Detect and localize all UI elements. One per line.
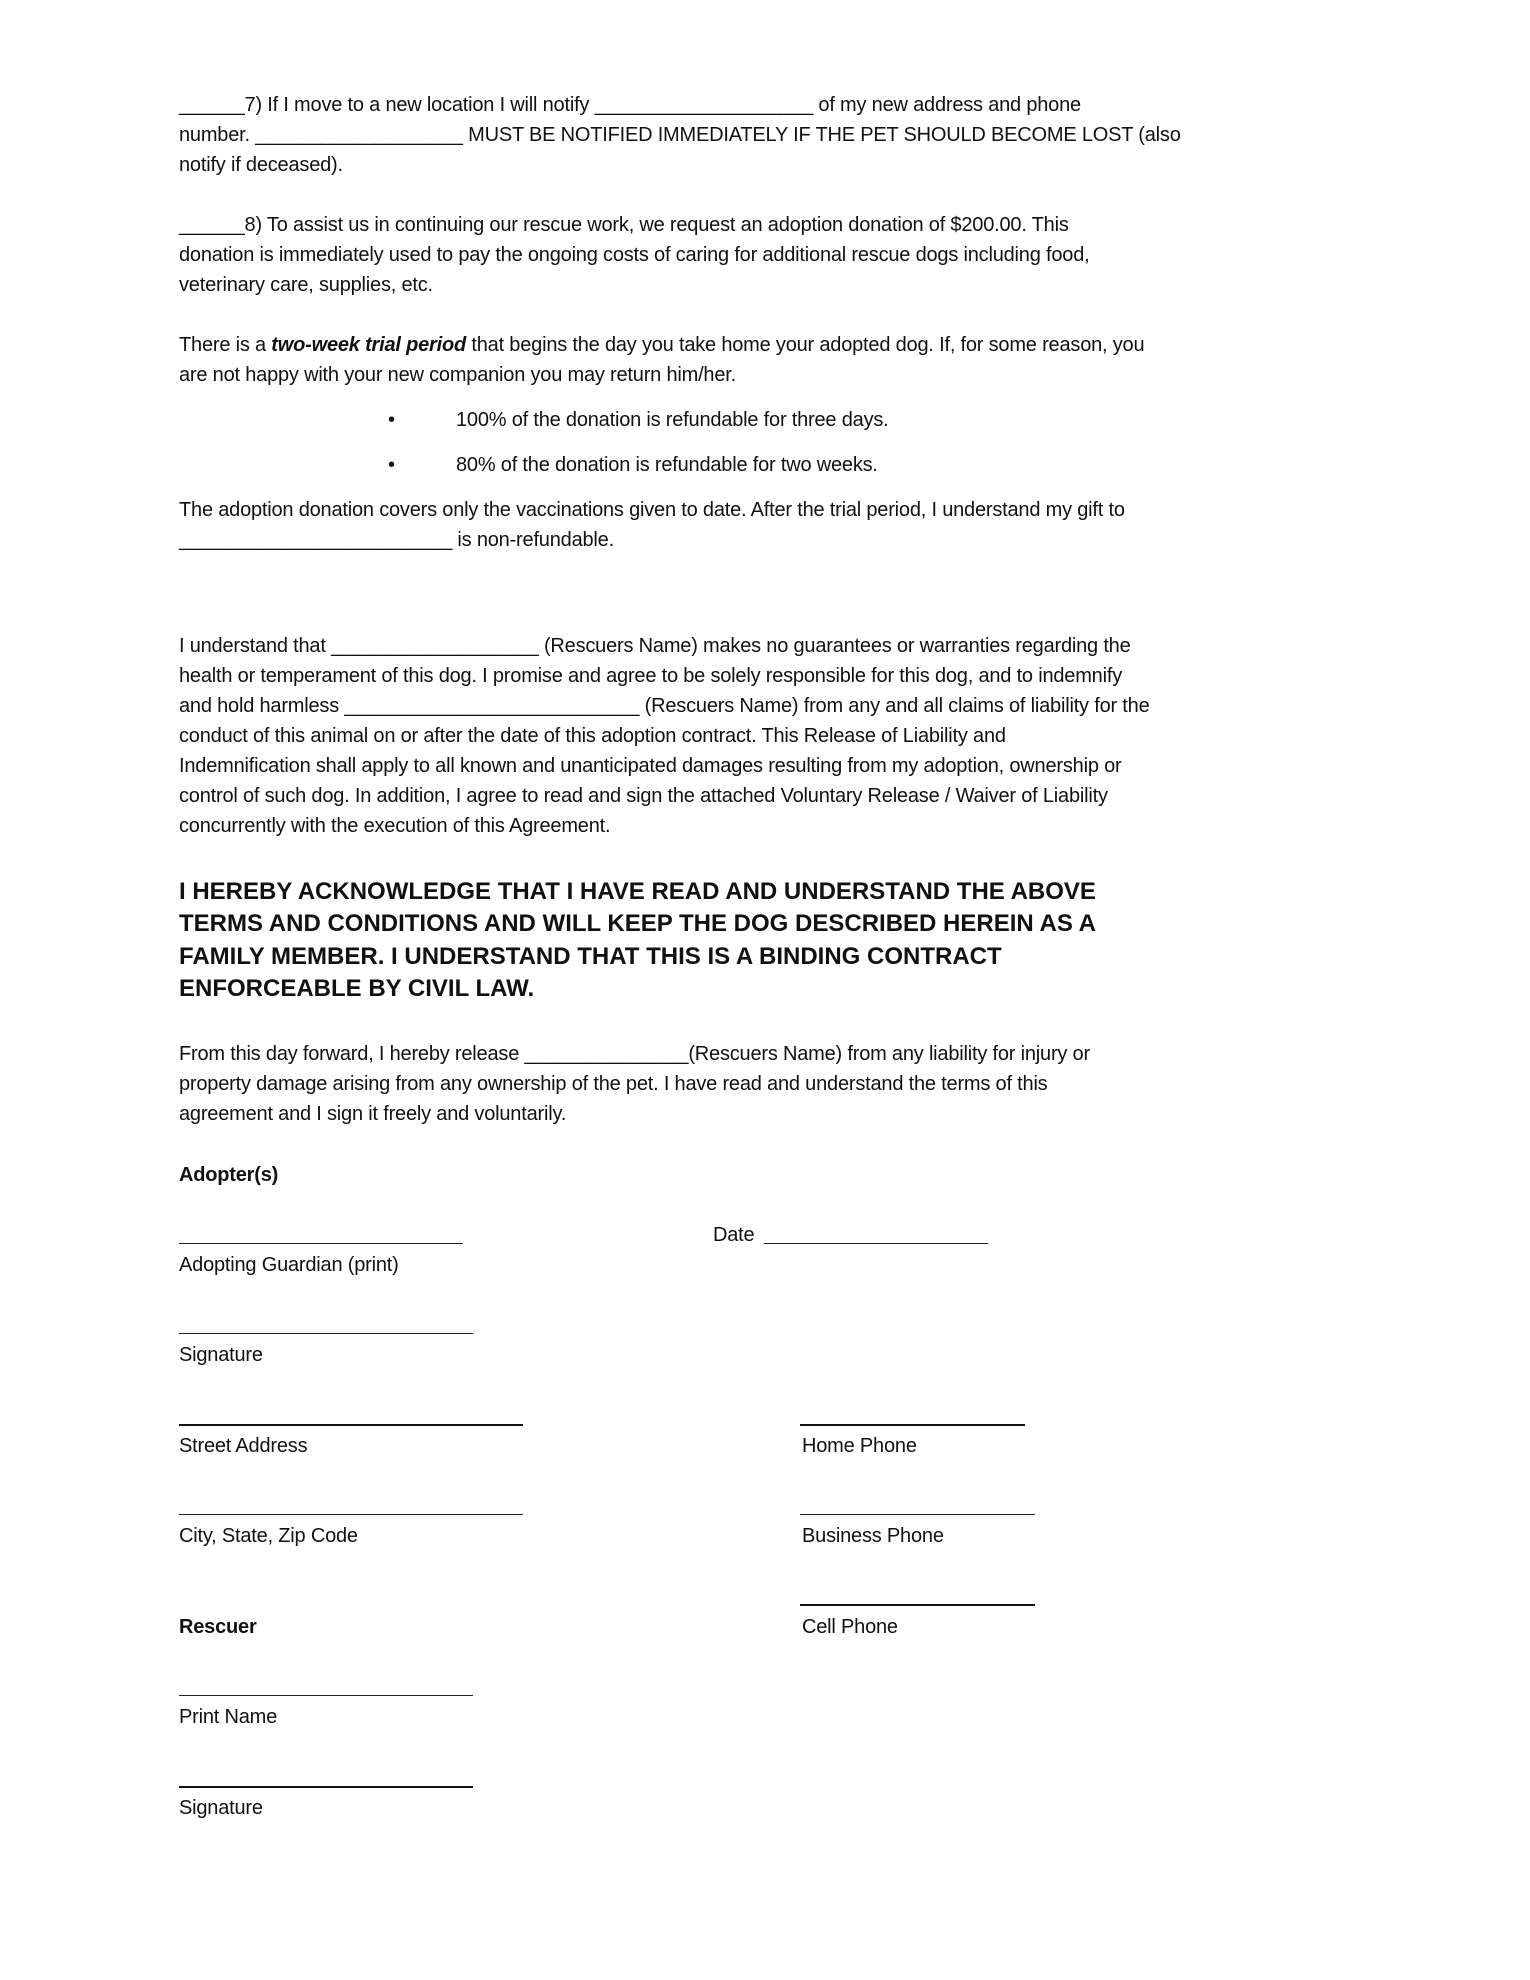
clause-8-line: ______8) To assist us in continuing our rescue work, we request an adoption donation of $200.00. This	[179, 214, 1069, 236]
adopters-heading: Adopter(s)	[179, 1164, 279, 1186]
refund-bullet: 80% of the donation is refundable for two weeks.	[456, 454, 878, 476]
trial-period-line: are not happy with your new companion you may return him/her.	[179, 364, 736, 386]
acknowledgement-heading: FAMILY MEMBER. I UNDERSTAND THAT THIS IS A BINDING CONTRACT	[179, 943, 1002, 970]
liability-line: health or temperament of this dog. I promise and agree to be solely responsible for this dog, and to indemnify	[179, 665, 1123, 687]
guardian-print-line[interactable]	[179, 1243, 463, 1244]
clause-7-line: ______7) If I move to a new location I will notify ____________________ of my new address and phone	[179, 94, 1081, 116]
rescuer-print-name-line[interactable]	[179, 1695, 473, 1696]
city-state-zip-line[interactable]	[179, 1514, 523, 1515]
date-line[interactable]	[764, 1243, 988, 1244]
trial-period-emphasis: two-week trial period	[271, 334, 467, 356]
home-phone-label: Home Phone	[802, 1435, 917, 1457]
street-address-label: Street Address	[179, 1435, 308, 1457]
street-address-line[interactable]	[179, 1424, 523, 1426]
adopter-signature-line[interactable]	[179, 1333, 473, 1334]
city-state-zip-label: City, State, Zip Code	[179, 1525, 358, 1547]
date-label: Date	[713, 1224, 755, 1246]
acknowledgement-heading: I HEREBY ACKNOWLEDGE THAT I HAVE READ AND UNDERSTAND THE ABOVE	[179, 878, 1096, 905]
liability-line: control of such dog. In addition, I agree to read and sign the attached Voluntary Release / Waiver of Liability	[179, 785, 1108, 807]
adopter-signature-label: Signature	[179, 1344, 263, 1366]
liability-line: and hold harmless ___________________________ (Rescuers Name) from any and all claims of liability for the	[179, 695, 1150, 717]
business-phone-label: Business Phone	[802, 1525, 944, 1547]
clause-8-line: donation is immediately used to pay the ongoing costs of caring for additional rescue dogs including food,	[179, 244, 1090, 266]
release-line: From this day forward, I hereby release _______________(Rescuers Name) from any liability for injury or	[179, 1043, 1090, 1065]
bullet-icon: •	[388, 409, 396, 431]
cell-phone-line[interactable]	[800, 1604, 1035, 1606]
refund-bullet: 100% of the donation is refundable for three days.	[456, 409, 889, 431]
trial-text: that begins the day you take home your adopted dog. If, for some reason, you	[466, 334, 1145, 356]
liability-line: concurrently with the execution of this Agreement.	[179, 815, 611, 837]
liability-line: I understand that ___________________ (Rescuers Name) makes no guarantees or warranties regarding the	[179, 635, 1131, 657]
cell-phone-label: Cell Phone	[802, 1616, 898, 1638]
rescuer-signature-line[interactable]	[179, 1786, 473, 1788]
acknowledgement-heading: TERMS AND CONDITIONS AND WILL KEEP THE DOG DESCRIBED HEREIN AS A	[179, 910, 1096, 937]
clause-8-line: veterinary care, supplies, etc.	[179, 274, 433, 296]
bullet-icon: •	[388, 454, 396, 476]
clause-7-line: notify if deceased).	[179, 154, 343, 176]
rescuer-heading: Rescuer	[179, 1616, 257, 1638]
guardian-print-label: Adopting Guardian (print)	[179, 1254, 399, 1276]
business-phone-line[interactable]	[800, 1514, 1035, 1515]
refund-note: _________________________ is non-refundable.	[179, 529, 614, 551]
home-phone-line[interactable]	[800, 1424, 1025, 1426]
rescuer-signature-label: Signature	[179, 1797, 263, 1819]
clause-7-line: number. ___________________ MUST BE NOTIFIED IMMEDIATELY IF THE PET SHOULD BECOME LOST (also	[179, 124, 1181, 146]
trial-period-line	[179, 333, 1144, 357]
refund-note: The adoption donation covers only the vaccinations given to date. After the trial period, I understand my gift to	[179, 499, 1125, 521]
liability-line: conduct of this animal on or after the date of this adoption contract. This Release of Liability and	[179, 725, 1006, 747]
liability-line: Indemnification shall apply to all known and unanticipated damages resulting from my adoption, ownership or	[179, 755, 1122, 777]
acknowledgement-heading: ENFORCEABLE BY CIVIL LAW.	[179, 975, 535, 1002]
trial-text: There is a	[179, 334, 272, 356]
rescuer-print-name-label: Print Name	[179, 1706, 278, 1728]
release-line: property damage arising from any ownership of the pet. I have read and understand the terms of this	[179, 1073, 1048, 1095]
release-line: agreement and I sign it freely and voluntarily.	[179, 1103, 567, 1125]
